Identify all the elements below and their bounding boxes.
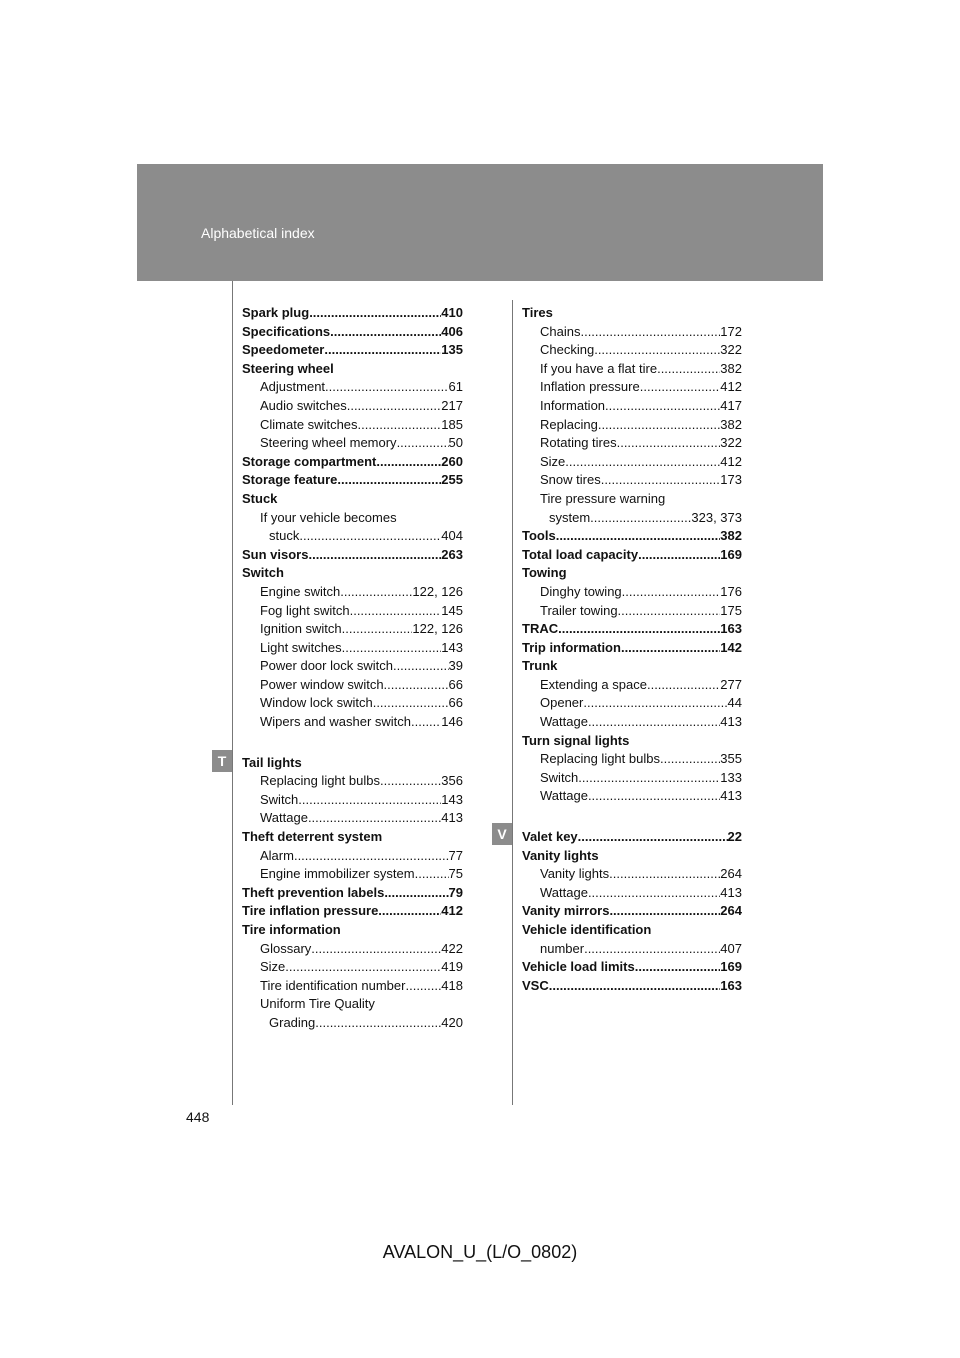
dot-leader — [609, 865, 720, 884]
index-entry-term: Dinghy towing — [540, 583, 622, 599]
index-entry-page: 22 — [727, 829, 742, 845]
index-entry — [522, 397, 742, 416]
index-entry — [522, 602, 742, 621]
index-entry — [522, 453, 742, 472]
index-entry-term: Vanity mirrors — [522, 903, 610, 919]
dot-leader — [311, 940, 441, 959]
index-entry-page: 264 — [720, 903, 742, 919]
index-entry-page: 419 — [441, 959, 463, 975]
index-entry — [522, 787, 742, 806]
index-entry-term: Size — [260, 959, 286, 975]
index-entry: Tail lights — [242, 754, 302, 770]
index-entry-term: Snow tires — [540, 472, 601, 488]
index-entry-page: 382 — [720, 360, 742, 376]
index-entry-page: 412 — [720, 453, 742, 469]
index-entry-term: Tire inflation pressure — [242, 903, 379, 919]
index-entry — [242, 471, 463, 490]
dot-leader — [556, 527, 721, 546]
dot-leader — [298, 791, 441, 810]
index-entry: Stuck — [242, 490, 278, 506]
index-entry-page: 355 — [720, 751, 742, 767]
dot-leader — [590, 509, 691, 528]
index-entry-term: Trip information — [522, 639, 621, 655]
index-entry — [242, 416, 463, 435]
dot-leader — [324, 341, 441, 360]
index-entry-page: 407 — [720, 940, 742, 956]
index-entry — [522, 940, 742, 959]
dot-leader — [411, 713, 441, 732]
index-entry: Theft deterrent system — [242, 829, 383, 845]
index-entry-page: 61 — [448, 379, 463, 395]
index-entry — [242, 977, 463, 996]
index-entry-page: 323, 373 — [691, 509, 742, 525]
index-entry-page: 133 — [720, 769, 742, 785]
index-entry: Tire information — [242, 922, 341, 937]
section-letter-tab-v: V — [492, 823, 512, 845]
index-entry-page: 412 — [720, 379, 742, 395]
index-entry: Trunk — [522, 658, 558, 674]
index-entry-term: Replacing light bulbs — [540, 751, 660, 767]
index-entry — [242, 713, 463, 732]
index-entry — [242, 657, 463, 676]
dot-leader — [605, 397, 720, 416]
index-entry — [242, 694, 463, 713]
index-entry-term: Steering wheel memory — [260, 435, 397, 451]
index-entry — [522, 360, 742, 379]
index-entry-page: 382 — [720, 528, 742, 544]
index-entry-term: Wipers and washer switch — [260, 714, 411, 730]
index-entry: Turn signal lights — [522, 732, 630, 748]
index-entry-page: 50 — [448, 435, 463, 451]
index-entry — [242, 847, 463, 866]
index-entry — [522, 828, 742, 847]
index-entry-term: Power door lock switch — [260, 658, 393, 674]
index-entry-term: Wattage — [540, 884, 588, 900]
index-entry — [522, 865, 742, 884]
dot-leader — [594, 341, 720, 360]
index-group-t-continued — [522, 304, 742, 806]
index-entry-page: 66 — [448, 676, 463, 692]
index-entry — [242, 940, 463, 959]
document-code: AVALON_U_(L/O_0802) — [382, 1242, 578, 1262]
index-entry-term: Fog light switch — [260, 602, 350, 618]
index-entry-page: 382 — [720, 416, 742, 432]
index-entry — [522, 884, 742, 903]
dot-leader — [337, 471, 441, 490]
index-entry-page: 217 — [441, 397, 463, 413]
index-entry-term: Information — [540, 397, 606, 413]
index-entry — [242, 639, 463, 658]
dot-leader — [285, 958, 441, 977]
index-entry: Tires — [522, 305, 553, 320]
dot-leader — [588, 884, 720, 903]
index-entry — [242, 676, 463, 695]
index-entry-term: Window lock switch — [260, 695, 373, 711]
dot-leader — [397, 434, 449, 453]
index-entry-term: VSC — [522, 977, 549, 993]
index-group-t — [242, 754, 463, 1033]
index-entry-term: Glossary — [260, 940, 312, 956]
index-entry — [522, 583, 742, 602]
dot-leader — [598, 416, 720, 435]
dot-leader — [549, 977, 721, 996]
index-entry — [522, 378, 742, 397]
index-entry-page: 404 — [441, 528, 463, 544]
dot-leader — [565, 453, 720, 472]
index-entry — [242, 323, 463, 342]
index-entry-term: Theft prevention labels — [242, 884, 385, 900]
index-entry — [242, 958, 463, 977]
index-entry-term: Inflation pressure — [540, 379, 640, 395]
dot-leader — [558, 620, 720, 639]
index-entry-page: 39 — [448, 658, 463, 674]
index-entry: Vehicle identification — [522, 922, 652, 937]
index-entry — [522, 323, 742, 342]
right-column-divider — [512, 300, 513, 1105]
index-entry-term: Specifications — [242, 323, 331, 339]
index-entry — [242, 453, 463, 472]
dot-leader — [378, 902, 441, 921]
page-number: 448 — [186, 1109, 210, 1125]
index-entry-page: 410 — [441, 305, 463, 320]
index-entry: If your vehicle becomes — [260, 509, 397, 525]
dot-leader — [393, 657, 449, 676]
index-entry — [242, 304, 463, 323]
index-entry-term: system — [549, 509, 591, 525]
index-entry-term: Tools — [522, 528, 556, 544]
index-entry-term: Sun visors — [242, 546, 309, 562]
index-entry-page: 413 — [720, 788, 742, 804]
index-entry — [242, 620, 463, 639]
dot-leader — [380, 772, 441, 791]
index-entry — [242, 378, 463, 397]
index-entry-page: 163 — [720, 621, 742, 637]
index-entry: Vanity lights — [522, 847, 599, 863]
index-entry-page: 422 — [441, 940, 463, 956]
index-entry — [522, 341, 742, 360]
index-entry-page: 169 — [720, 546, 742, 562]
dot-leader — [621, 639, 720, 658]
index-entry-term: Audio switches — [260, 397, 347, 413]
index-entry — [242, 772, 463, 791]
dot-leader — [309, 304, 441, 323]
index-entry-page: 322 — [720, 342, 742, 358]
index-entry-term: stuck — [269, 528, 300, 544]
index-entry-page: 413 — [441, 810, 463, 826]
dot-leader — [622, 583, 721, 602]
index-entry-term: Storage compartment — [242, 453, 377, 469]
index-entry-term: Spark plug — [242, 305, 310, 320]
index-entry-term: Speedometer — [242, 342, 325, 358]
index-entry — [522, 902, 742, 921]
index-entry — [522, 471, 742, 490]
index-entry — [522, 527, 742, 546]
index-entry-term: Light switches — [260, 639, 342, 655]
index-entry-term: Climate switches — [260, 416, 358, 432]
index-group-v — [522, 828, 742, 995]
index-entry-page: 176 — [720, 583, 742, 599]
index-entry — [522, 434, 742, 453]
index-entry-term: Power window switch — [260, 676, 384, 692]
dot-leader — [657, 360, 720, 379]
index-entry-term: Switch — [540, 769, 579, 785]
index-entry-page: 172 — [720, 323, 742, 339]
index-entry-term: Vanity lights — [540, 866, 610, 882]
index-entry-term: Total load capacity — [522, 546, 639, 562]
index-entry-term: Wattage — [540, 714, 588, 730]
dot-leader — [294, 847, 449, 866]
index-entry-term: Tire identification number — [260, 977, 406, 993]
index-entry-page: 169 — [720, 959, 742, 975]
index-entry-page: 418 — [441, 977, 463, 993]
dot-leader — [588, 713, 720, 732]
index-entry-page: 185 — [441, 416, 463, 432]
index-entry-term: Valet key — [522, 829, 578, 845]
dot-leader — [299, 527, 441, 546]
dot-leader — [647, 676, 720, 695]
dot-leader — [415, 865, 449, 884]
index-entry-term: Wattage — [260, 810, 308, 826]
index-entry-page: 44 — [727, 695, 742, 711]
index-entry — [242, 809, 463, 828]
index-entry-term: Replacing light bulbs — [260, 773, 380, 789]
index-entry — [242, 583, 463, 602]
dot-leader — [660, 750, 720, 769]
dot-leader — [384, 884, 448, 903]
index-entry — [522, 958, 742, 977]
index-entry-page: 322 — [720, 435, 742, 451]
index-entry-page: 420 — [441, 1014, 463, 1030]
index-entry-term: Rotating tires — [540, 435, 617, 451]
index-entry-term: Vehicle load limits — [522, 959, 635, 975]
dot-leader — [583, 694, 727, 713]
index-entry-term: Ignition switch — [260, 621, 342, 637]
index-entry-page: 66 — [448, 695, 463, 711]
dot-leader — [325, 378, 448, 397]
index-entry — [522, 713, 742, 732]
index-entry-term: Alarm — [260, 847, 294, 863]
index-entry-term: TRAC — [522, 621, 559, 637]
index-entry — [522, 769, 742, 788]
dot-leader — [578, 769, 720, 788]
page-header-band — [137, 164, 823, 281]
index-entry-term: number — [540, 940, 585, 956]
index-entry — [242, 527, 463, 546]
dot-leader — [578, 828, 728, 847]
index-entry-term: Engine immobilizer system — [260, 866, 415, 882]
index-entry-term: Checking — [540, 342, 595, 358]
index-entry-page: 175 — [720, 602, 742, 618]
section-letter-tab-t: T — [212, 750, 232, 772]
dot-leader — [588, 787, 720, 806]
index-entry-page: 417 — [720, 397, 742, 413]
index-entry — [522, 977, 742, 996]
dot-leader — [584, 940, 720, 959]
index-entry-page: 173 — [720, 472, 742, 488]
dot-leader — [638, 546, 720, 565]
index-entry-page: 406 — [441, 323, 463, 339]
index-column-right — [522, 304, 742, 995]
index-entry-term: Adjustment — [260, 379, 326, 395]
dot-leader — [618, 602, 721, 621]
index-entry-term: Extending a space — [540, 676, 647, 692]
index-entry — [522, 676, 742, 695]
index-entry — [242, 865, 463, 884]
index-entry — [242, 602, 463, 621]
index-entry — [522, 546, 742, 565]
dot-leader — [340, 583, 412, 602]
index-entry: Towing — [522, 565, 567, 581]
index-entry-page: 260 — [441, 453, 463, 469]
index-entry-term: Replacing — [540, 416, 598, 432]
index-entry-term: Engine switch — [260, 583, 341, 599]
index-entry — [242, 902, 463, 921]
index-entry-page: 143 — [441, 639, 463, 655]
index-entry-term: Size — [540, 453, 566, 469]
dot-leader — [315, 1014, 441, 1033]
index-entry — [242, 341, 463, 360]
index-entry-page: 277 — [720, 676, 742, 692]
index-entry — [242, 791, 463, 810]
index-entry — [522, 620, 742, 639]
index-entry-term: Opener — [540, 695, 584, 711]
dot-leader — [405, 977, 441, 996]
left-column-divider — [232, 281, 233, 1105]
dot-leader — [580, 323, 720, 342]
index-entry-page: 413 — [720, 714, 742, 730]
index-entry-term: Trailer towing — [540, 602, 618, 618]
section-gap — [242, 732, 463, 754]
index-entry-term: Switch — [260, 791, 299, 807]
index-entry: Steering wheel — [242, 360, 334, 376]
index-entry-page: 263 — [441, 546, 463, 562]
index-group-s — [242, 304, 463, 732]
index-entry-page: 412 — [441, 903, 463, 919]
index-entry-term: Chains — [540, 323, 581, 339]
index-entry — [522, 509, 742, 528]
index-entry-page: 146 — [441, 714, 463, 730]
dot-leader — [617, 434, 721, 453]
index-entry — [242, 434, 463, 453]
index-entry-page: 79 — [448, 884, 463, 900]
dot-leader — [601, 471, 721, 490]
index-entry-page: 142 — [720, 639, 742, 655]
index-entry-page: 77 — [448, 847, 463, 863]
index-entry-page: 356 — [441, 773, 463, 789]
index-entry-page: 255 — [441, 472, 463, 488]
dot-leader — [640, 378, 721, 397]
index-entry: Tire pressure warning — [540, 490, 666, 506]
index-entry — [522, 694, 742, 713]
dot-leader — [373, 694, 449, 713]
dot-leader — [635, 958, 721, 977]
dot-leader — [358, 416, 442, 435]
index-entry-page: 413 — [720, 884, 742, 900]
index-entry-page: 135 — [441, 342, 463, 358]
index-entry-page: 122, 126 — [412, 621, 463, 637]
index-entry-page: 264 — [720, 866, 742, 882]
index-entry — [242, 884, 463, 903]
index-entry-term: If you have a flat tire — [540, 360, 658, 376]
dot-leader — [308, 546, 441, 565]
index-entry-term: Grading — [269, 1014, 316, 1030]
index-entry-page: 143 — [441, 791, 463, 807]
index-entry-page: 75 — [448, 866, 463, 882]
dot-leader — [342, 639, 442, 658]
index-entry — [522, 639, 742, 658]
index-entry-term: Storage feature — [242, 472, 338, 488]
dot-leader — [350, 602, 442, 621]
dot-leader — [609, 902, 720, 921]
dot-leader — [376, 453, 441, 472]
index-column-left — [242, 304, 463, 1033]
index-entry-page: 145 — [441, 602, 463, 618]
index-entry: Uniform Tire Quality — [260, 996, 375, 1012]
dot-leader — [330, 323, 441, 342]
dot-leader — [342, 620, 413, 639]
dot-leader — [384, 676, 449, 695]
index-entry — [242, 397, 463, 416]
index-entry: Switch — [242, 565, 284, 581]
index-entry — [522, 750, 742, 769]
index-entry — [522, 416, 742, 435]
index-entry — [242, 1014, 463, 1033]
index-entry-page: 122, 126 — [412, 583, 463, 599]
dot-leader — [308, 809, 441, 828]
page-header-title: Alphabetical index — [201, 225, 315, 241]
index-entry — [242, 546, 463, 565]
index-entry-term: Wattage — [540, 788, 588, 804]
section-gap — [522, 806, 742, 828]
index-entry-page: 163 — [720, 977, 742, 993]
dot-leader — [347, 397, 442, 416]
